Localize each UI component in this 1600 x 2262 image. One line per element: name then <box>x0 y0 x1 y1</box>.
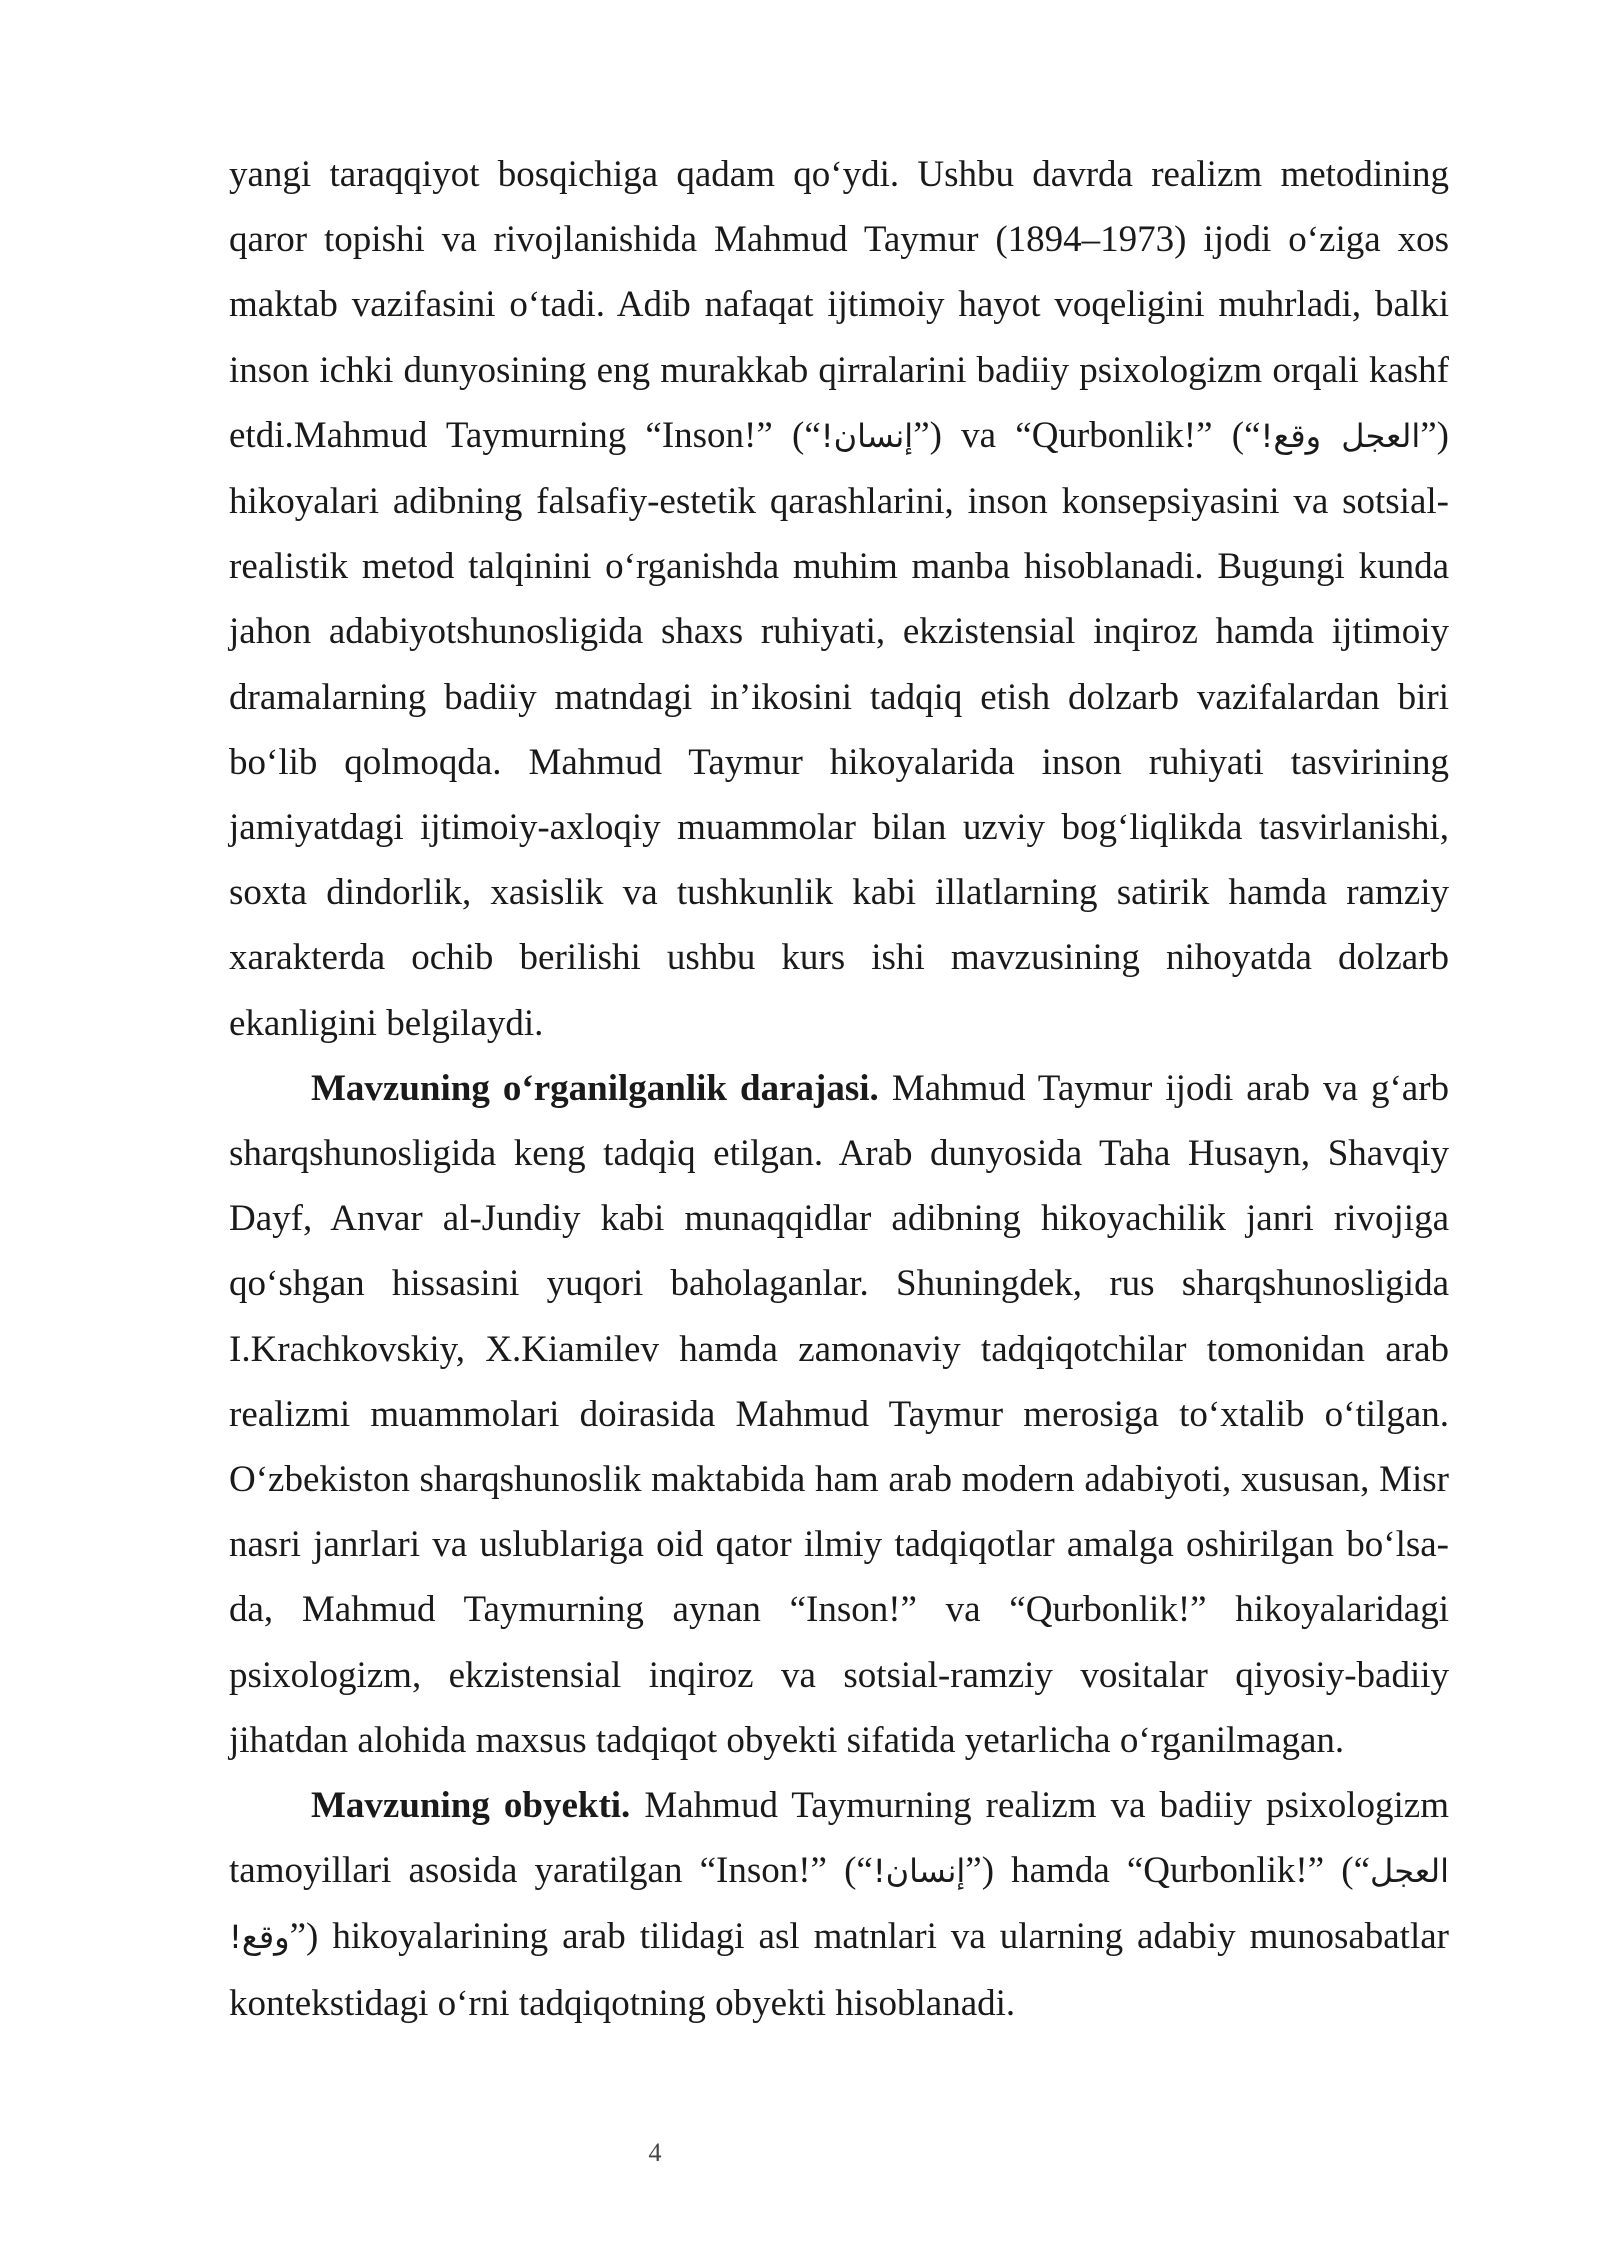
arabic-title-inson-2: إنسان! <box>872 1852 966 1891</box>
arabic-title-inson: إنسان! <box>820 416 914 455</box>
paragraph-intro <box>229 142 1449 1056</box>
intro-text-3: ”) hikoyalari adibning falsafiy-estetik qarashlarini, inson konsepsiyasini va sotsial-realistik metod talqinini o‘rganishda muhim manba hisoblanadi. Bugungi kunda jahon adabiyotshunosligida shaxs ruhiyati, ekzistensial inqiroz hamda ijtimoiy dramalarning badiiy matndagi in’ikosini tadqiq etish dolzarb vazifalardan biri bo‘lib qolmoqda. Mahmud Taymur hikoyalarida inson ruhiyati tasvirining jamiyatdagi ijtimoiy-axloqiy muammolar bilan uzviy bog‘liqlikda tasvirlanishi, soxta dindorlik, xasislik va tushkunlik kabi illatlarning satirik hamda ramziy xarakterda ochib berilishi ushbu kurs ishi mavzusining nihoyatda dolzarb ekanligini belgilaydi. <box>229 414 1449 1044</box>
object-text-1: Mahmud Taymurning realizm va badiiy psixologizm tamoyillari asosida yaratilgan “Inson!” (“ <box>229 1785 1449 1892</box>
heading-study-degree: Mavzuning o‘rganilganlik darajasi. <box>311 1067 879 1109</box>
arabic-title-qurbonlik: العجل وقع! <box>1260 416 1421 455</box>
intro-text-2: ”) va “Qurbonlik!” (“ <box>913 414 1261 456</box>
object-text-3: ”) hikoyalarining arab tilidagi asl matnlari va ularning adabiy munosabatlar kontekstidagi o‘rni tadqiqotning obyekti hisoblanadi. <box>229 1916 1449 2024</box>
study-degree-text: Mahmud Taymur ijodi arab va g‘arb sharqshunosligida keng tadqiq etilgan. Arab dunyosida Taha Husayn, Shavqiy Dayf, Anvar al-Jundiy kabi munaqqidlar adibning hikoyachilik janri rivojiga qo‘shgan hissasini yuqori baholaganlar. Shuningdek, rus sharqshunosligida I.Krachkovskiy, X.Kiamilev hamda zamonaviy tadqiqotchilar tomonidan arab realizmi muammolari doirasida Mahmud Taymur merosiga to‘xtalib o‘tilgan. O‘zbekiston sharqshunoslik maktabida ham arab modern adabiyoti, xususan, Misr nasri janrlari va uslublariga oid qator ilmiy tadqiqotlar amalga oshirilgan bo‘lsa-da, Mahmud Taymurning aynan “Inson!” va “Qurbonlik!” hikoyalaridagi psixologizm, ekzistensial inqiroz va sotsial-ramziy vositalar qiyosiy-badiiy jihatdan alohida maxsus tadqiqot obyekti sifatida yetarlicha o‘rganilmagan. <box>229 1067 1450 1761</box>
heading-object: Mavzuning obyekti. <box>311 1785 631 1827</box>
page-body <box>229 142 1449 2036</box>
intro-text-1: yangi taraqqiyot bosqichiga qadam qo‘ydi. Ushbu davrda realizm metodining qaror topishi va rivojlanishida Mahmud Taymur (1894–1973) ijodi o‘ziga xos maktab vazifasini o‘tadi. Adib nafaqat ijtimoiy hayot voqeligini muhrladi, balki inson ichki dunyosining eng murakkab qirralarini badiiy psixologizm orqali kashf etdi.Mahmud Taymurning “Inson!” (“ <box>229 154 1449 456</box>
arabic-title-qurbonlik-2: العجل وقع! <box>229 1852 1449 1957</box>
paragraph-study-degree <box>229 1056 1449 1773</box>
paragraph-object <box>229 1773 1449 2036</box>
object-text-2: ”) hamda “Qurbonlik!” (“ <box>965 1850 1371 1892</box>
page-number: 4 <box>648 2138 662 2167</box>
